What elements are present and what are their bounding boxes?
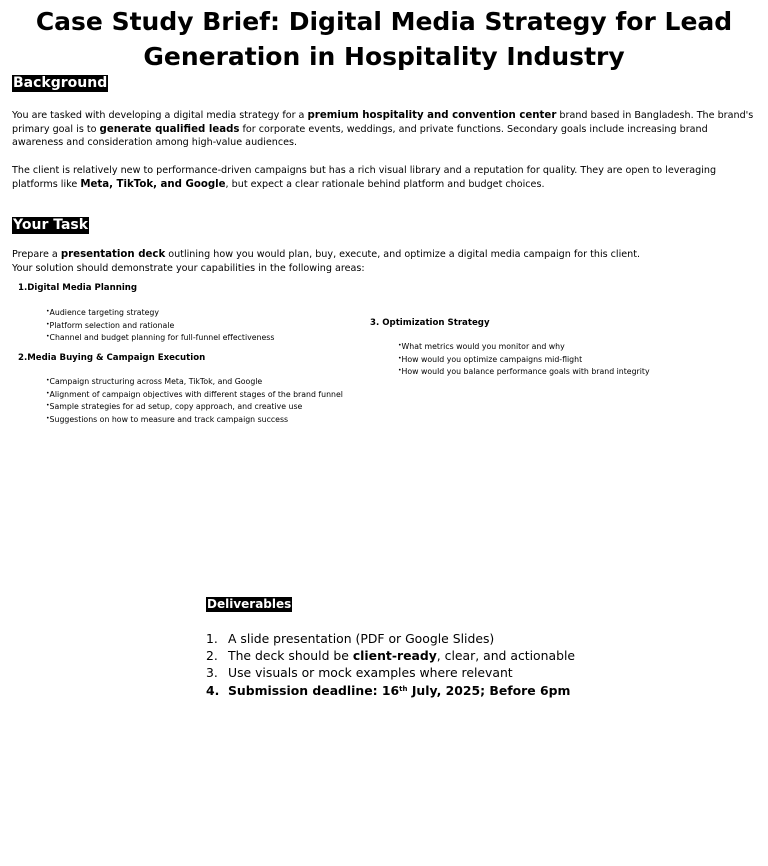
task-heading: Your Task [13,217,89,233]
planning-list [46,306,274,344]
section-label-optimization: 3. Optimization Strategy [370,318,490,328]
section-label-buying: 2.Media Buying & Campaign Execution [18,353,206,363]
task-p1-text-1: Prepare a [12,249,61,260]
deliverable-bold: client-ready [352,648,437,664]
background-paragraph-2 [12,164,760,191]
task-p2-text: Your solution should demonstrate your capabilities in the following areas: [12,262,365,274]
deliverables-heading: Deliverables [207,597,292,611]
bg-p2-bold-1: Meta, TikTok, and Google [80,178,226,190]
task-p1-text-2: outlining how you would plan, buy, execute, and optimize a digital media campaign for this client. [165,249,641,260]
deliverable-number: 3. [206,665,218,681]
deliverable-item [206,664,575,681]
deliverable-text: Use visuals or mock examples where relevant [228,665,513,681]
background-heading: Background [13,75,108,91]
deliverable-item [206,682,575,699]
deliverable-number: 1. [206,631,218,646]
bg-p1-text-1: You are tasked with developing a digital media strategy for a [12,110,308,121]
list-item: • Campaign structuring across Meta, TikTok, and Google [46,375,343,388]
bg-p1-bold-1: premium hospitality and convention center [307,110,557,121]
deliverable-text: Submission deadline: 16 [228,682,400,698]
deliverable-number: 2. [206,648,218,664]
list-item: • Alignment of campaign objectives with different stages of the brand funnel [46,388,343,401]
list-item: • Platform selection and rationale [46,319,274,332]
deliverable-item [206,630,575,647]
bg-p1-text-3: for corporate events, weddings, and private functions. Secondary goals include increasing brand awareness and consideration among high-value audiences. [12,123,708,149]
deliverable-text: The deck should be [228,648,353,664]
section-label-planning: 1.Digital Media Planning [18,283,138,293]
list-item: • How would you optimize campaigns mid-flight [398,353,650,366]
list-item: • Audience targeting strategy [46,306,274,319]
bg-p1-text-2: brand based in Bangladesh. The brand's primary goal is to [12,110,754,135]
deliverable-text: A slide presentation (PDF or Google Slides) [228,631,495,646]
deliverable-text: July, 2025; Before 6pm [407,682,571,698]
page-title: Case Study Brief: Digital Media Strategy for Lead Generation in Hospitality Industry [35,7,733,71]
bg-p2-text-2: , but expect a clear rationale behind platform and budget choices. [225,178,545,190]
list-item: • Suggestions on how to measure and track campaign success [46,413,343,426]
buying-list [46,375,343,425]
deliverables-list [206,630,575,699]
bg-p2-text-1: The client is relatively new to performance-driven campaigns but has a rich visual library and a reputation for quality. They are open to leveraging platforms like [12,165,717,190]
task-p1-bold-1: presentation deck [60,249,166,260]
list-item: • What metrics would you monitor and why [398,340,650,353]
list-item: • Sample strategies for ad setup, copy approach, and creative use [46,400,343,413]
deliverable-text: , clear, and actionable [436,648,576,664]
deliverable-number: 4. [206,682,220,698]
deliverable-superscript: th [399,684,408,693]
task-paragraph-1 [12,248,760,275]
deliverable-item [206,647,575,664]
background-paragraph-1 [12,109,760,150]
bg-p1-bold-2: generate qualified leads [99,123,240,135]
list-item: • How would you balance performance goals with brand integrity [398,365,650,378]
optimization-list [398,340,650,378]
list-item: • Channel and budget planning for full-funnel effectiveness [46,331,274,344]
